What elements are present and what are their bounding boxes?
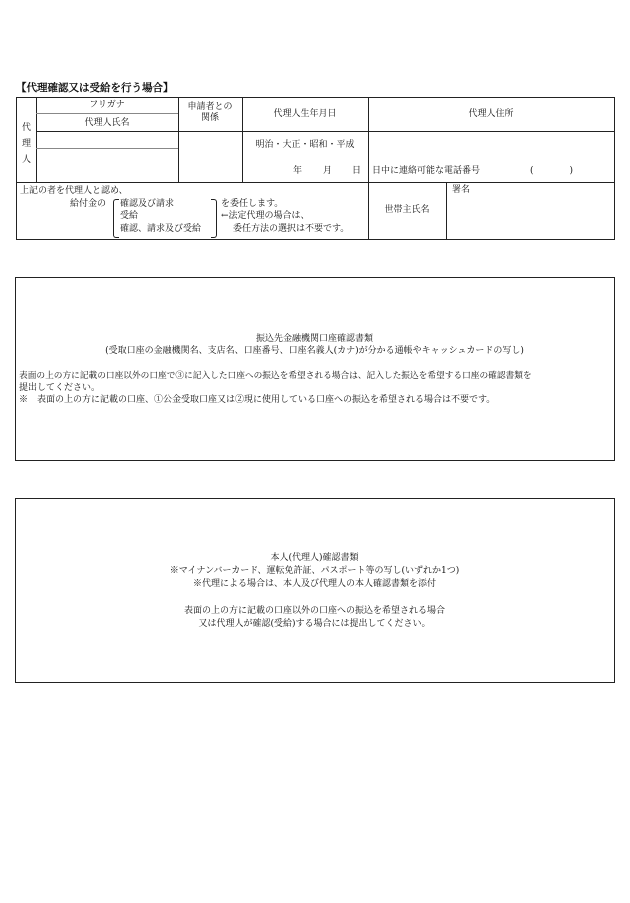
id-box-line3: 表面の上の方に記載の口座以外の口座への振込を希望される場合 — [183, 606, 445, 616]
id-box-line1: ※マイナンバーカード、運転免許証、パスポート等の写し(いずれか1つ) — [169, 566, 460, 576]
id-box-line2: ※代理による場合は、本人及び代理人の本人確認書類を添付 — [192, 579, 436, 589]
benefit-prefix: 給付金の — [70, 199, 107, 209]
address-header: 代理人住所 — [468, 109, 514, 119]
id-box-line4: 又は代理人が確認(受給)する場合には提出してください。 — [198, 619, 431, 629]
left-bracket — [113, 199, 119, 238]
legal-note-2: 委任方法の選択は不要です。 — [233, 224, 350, 234]
option-receive: 受給 — [120, 211, 139, 221]
delegation-suffix: を委任します。 — [221, 199, 284, 209]
phone-parens: ( ) — [530, 166, 574, 176]
option-all: 確認、請求及び受給 — [120, 224, 202, 234]
bank-box-subtitle: (受取口座の金融機関名、支店名、口座番号、口座名義人(カナ)が分かる通帳やキャッシュカードの写し) — [105, 346, 524, 356]
household-head-label: 世帯主氏名 — [384, 205, 430, 215]
furigana-label: フリガナ — [89, 100, 125, 110]
identity-doc-box — [15, 498, 615, 683]
era-options: 明治・大正・昭和・平成 — [255, 140, 355, 150]
birthdate-header: 代理人生年月日 — [273, 109, 337, 119]
section-title: 【代理確認又は受給を行う場合】 — [16, 82, 174, 94]
bank-box-title: 振込先金融機関口座確認書類 — [255, 334, 373, 344]
signature-label: 署名 — [452, 185, 471, 195]
proxy-table — [0, 0, 630, 260]
proxy-name-label: 代理人氏名 — [84, 118, 130, 128]
year-unit: 年 — [293, 166, 303, 176]
bank-account-box — [15, 277, 615, 461]
bank-box-line1: 表面の上の方に記載の口座以外の口座で③に記入した口座への振込を希望される場合は、記入した振込を希望する口座の確認書類を — [19, 371, 532, 381]
option-confirm-request: 確認及び請求 — [120, 199, 175, 209]
legal-note-1: ←法定代理の場合は、 — [221, 211, 310, 221]
right-bracket — [211, 199, 217, 238]
day-unit: 日 — [352, 166, 362, 176]
bank-box-line3: ※ 表面の上の方に記載の口座、①公金受取口座又は②現に使用している口座への振込を希望される場合は不要です。 — [19, 395, 496, 405]
relationship-label: 申請者との 関係 — [187, 102, 233, 123]
id-box-title: 本人(代理人)確認書類 — [270, 553, 359, 563]
month-unit: 月 — [323, 166, 333, 176]
delegation-intro: 上記の者を代理人と認め、 — [20, 186, 128, 196]
proxy-row-header: 代 理 人 — [21, 123, 31, 165]
phone-label: 日中に連絡可能な電話番号 — [372, 166, 481, 176]
bank-box-line2: 提出してください。 — [19, 383, 101, 393]
